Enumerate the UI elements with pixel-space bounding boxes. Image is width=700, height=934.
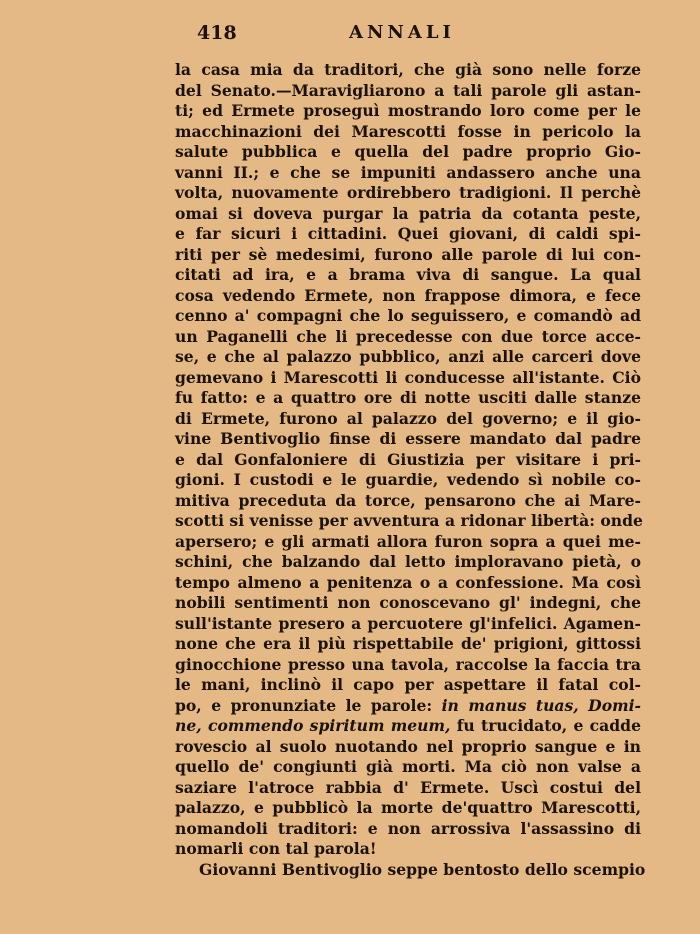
running-title: ANNALI [349, 22, 455, 43]
text-line: cosa vedendo Ermete, non frappose dimora, e fece [175, 285, 641, 305]
text-line: sull'istante presero a percuotere gl'infelici. Agamen- [175, 613, 641, 633]
text-line: gemevano i Marescotti li conducesse all'istante. Ciò [175, 367, 641, 387]
text-line: omai si doveva purgar la patria da cotanta peste, [175, 203, 641, 223]
text-line: quello de' congiunti già morti. Ma ciò non valse a [175, 757, 641, 776]
text-line: ginocchione presso una tavola, raccolse la faccia tra [175, 654, 641, 674]
latin-quote: in manus tuas, Domi- [441, 695, 641, 715]
text-line: un Paganelli che li precedesse con due torce acce- [175, 326, 641, 346]
text-line: se, e che al palazzo pubblico, anzi alle carceri dove [175, 347, 641, 366]
text-line: nomandoli traditori: e non arrossiva l'assassino di [175, 818, 641, 838]
text-line: none che era il più rispettabile de' prigioni, gittossi [175, 634, 641, 653]
text-line: macchinazioni dei Marescotti fosse in pericolo la [175, 121, 641, 141]
text-line: ti; ed Ermete proseguì mostrando loro come per le [175, 101, 641, 120]
text-line: saziare l'atroce rabbia d' Ermete. Uscì costui del [175, 777, 641, 797]
text-line: nomarli con tal parola! [175, 839, 377, 858]
text-line: di Ermete, furono al palazzo del governo; e il gio- [175, 408, 641, 428]
text-line: del Senato.—Maravigliarono a tali parole gli astan- [175, 80, 641, 100]
text-line: e dal Gonfaloniere di Giustizia per visitare i pri- [175, 449, 641, 469]
text-line: nobili sentimenti non conoscevano gl' indegni, che [175, 593, 641, 612]
paragraph-first-line: Giovanni Bentivoglio seppe bentosto dello scempio [199, 859, 646, 879]
text-line: fu fatto: e a quattro ore di notte usciti dalle stanze [175, 388, 641, 407]
text-line: vanni II.; e che se impuniti andassero anche una [175, 162, 641, 182]
text-line: la casa mia da traditori, che già sono nelle forze [175, 60, 641, 79]
text-line: scotti si venisse per avventura a ridonar libertà: onde [175, 511, 643, 530]
text-line: riti per sè medesimi, furono alle parole di lui con- [175, 244, 641, 264]
text-line: mitiva preceduta da torce, pensarono che ai Mare- [175, 490, 641, 510]
text-line: citati ad ira, e a brama viva di sangue. La qual [175, 265, 641, 284]
text-line: schini, che balzando dal letto imploravano pietà, o [175, 552, 641, 571]
text-line: tempo almeno a penitenza o a confessione. Ma così [175, 572, 641, 592]
text-line: salute pubblica e quella del padre proprio Gio- [175, 142, 641, 161]
text-segment: po, e pronunziate le parole: [175, 695, 433, 715]
text-line: e far sicuri i cittadini. Quei giovani, di caldi spi- [175, 224, 641, 243]
page-number: 418 [197, 22, 237, 44]
latin-quote: ne, commendo spiritum meum, [175, 716, 451, 735]
text-line: volta, nuovamente ordirebbero tradigioni. Il perchè [175, 183, 641, 202]
text-line: vine Bentivoglio finse di essere mandato dal padre [175, 429, 641, 448]
text-line: rovescio al suolo nuotando nel proprio sangue e in [175, 736, 641, 756]
text-line: cenno a' compagni che lo seguissero, e comandò ad [175, 306, 641, 325]
text-line-with-quote [175, 716, 641, 737]
text-line: palazzo, e pubblicò la morte de'quattro Marescotti, [175, 798, 641, 817]
text-line: gioni. I custodi e le guardie, vedendo sì nobile co- [175, 470, 641, 489]
body-text [175, 60, 646, 880]
page-header [0, 18, 700, 48]
text-line: apersero; e gli armati allora furon sopra a quei me- [175, 531, 641, 551]
text-line-with-quote [175, 696, 641, 717]
text-line: le mani, inclinò il capo per aspettare il fatal col- [175, 675, 641, 694]
text-segment: fu trucidato, e cadde [456, 716, 642, 735]
